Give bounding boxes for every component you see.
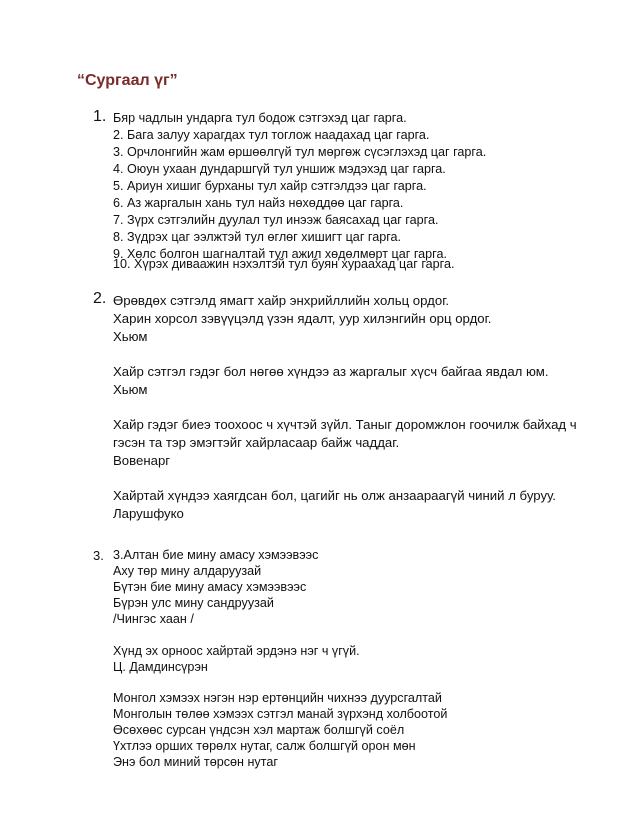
section-1-line: 9. Хөлс болгон шагналтай тул ажил хөдөлмөрт цаг гарга. [113, 247, 447, 261]
section-2-line: гэсэн та тэр эмэгтэйг хайрласаар байж чаддаг. [113, 435, 400, 450]
section-1-line: Бяр чадлын ундарга тул бодож сэтгэхэд цаг гарга. [113, 111, 407, 125]
section-2-line: Өрөвдөх сэтгэлд ямагт хайр энхрийллийн хольц ордог. [113, 293, 450, 308]
section-2-line: Хайртай хүндээ хаягдсан бол, цагийг нь олж анзаараагүй чиний л буруу. [113, 488, 556, 503]
section-3-line: Бүрэн улс мину сандруузай [113, 596, 274, 610]
section-2-number: 2. [93, 290, 107, 307]
section-1-line: 4. Оюун ухаан дундаршгүй тул уншиж мэдэхэд цаг гарга. [113, 162, 446, 176]
section-2-line: Хайр сэтгэл гэдэг бол нөгөө хүндээ аз жаргалыг хүсч байгаа явдал юм. [113, 364, 549, 379]
section-3-line: Хүнд эх орноос хайртай эрдэнэ нэг ч үгүй. [113, 644, 360, 658]
quote-author: Ц. Дамдинсүрэн [113, 660, 208, 674]
quote-author: Вовенарг [113, 453, 171, 468]
quote-author: /Чингэс хаан / [113, 612, 194, 626]
section-3-line: Бүтэн бие мину амасу хэмээвээс [113, 580, 307, 594]
section-3-line: Үхтлээ орших төрөлх нутаг, салж болшгүй орон мөн [113, 739, 416, 753]
section-1-line: 3. Орчлонгийн жам өршөөлгүй тул мөргөж сүсэглэхэд цаг гарга. [113, 145, 487, 159]
section-1-line: 7. Зүрх сэтгэлийн дуулал тул инээж баясахад цаг гарга. [113, 213, 439, 227]
section-2-line: Хайр гэдэг биеэ тоохоос ч хүчтэй зүйл. Таныг доромжлон гоочилж байхад ч [113, 417, 577, 432]
section-1-line: 10. Хүрэх диваажин нэхэлтэй тул буян хураахад цаг гарга. [113, 257, 455, 271]
section-1-line: 2. Бага залуу харагдах тул тоглож наадахад цаг гарга. [113, 128, 430, 142]
document-title: “Сургаал үг” [77, 72, 178, 89]
section-1-line: 6. Аз жаргалын хань тул найз нөхөддөө цаг гарга. [113, 196, 404, 210]
quote-author: Хьюм [113, 329, 148, 344]
section-3-line: Монголын төлөө хэмээх сэтгэл манай зүрхэнд холбоотой [113, 707, 448, 721]
section-3-line: Өсөхөөс сурсан үндсэн хэл мартаж болшгүй соёл [113, 723, 405, 737]
quote-author: Ларушфуко [113, 506, 184, 521]
section-2-line: Харин хорсол зэвүүцэлд үзэн ядалт, уур хилэнгийн орц ордог. [113, 311, 492, 326]
quote-author: Хьюм [113, 382, 148, 397]
section-1-line: 8. Зүдрэх цаг ээлжтэй тул өглөг хишигт цаг гарга. [113, 230, 402, 244]
section-3-line: 3.Алтан бие мину амасу хэмээвээс [113, 548, 319, 562]
section-3-line: Аху төр мину алдаруузай [113, 564, 262, 578]
section-1-number: 1. [93, 108, 107, 125]
section-3-number: 3. [93, 548, 104, 563]
section-3-line: Энэ бол миний төрсөн нутаг [113, 755, 278, 769]
section-3-line: Монгол хэмээх нэгэн нэр ертөнцийн чихнээ дуурсгалтай [113, 691, 442, 705]
section-1-line: 5. Ариун хишиг бурханы тул хайр сэтгэлдээ цаг гарга. [113, 179, 427, 193]
